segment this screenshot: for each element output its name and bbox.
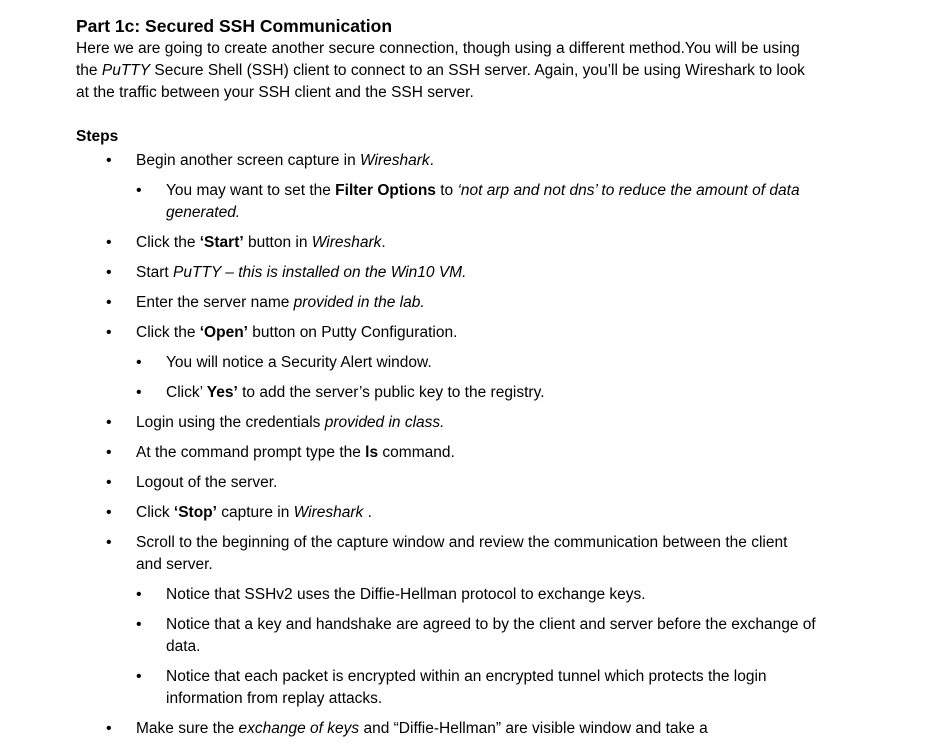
intro-paragraph [76, 38, 816, 104]
step-text [136, 474, 277, 491]
step-item [76, 292, 816, 314]
text-run: PuTTY – this is installed on the Win10 VM. [173, 264, 467, 281]
document-page [76, 14, 816, 748]
text-run: You may want to set the [166, 182, 336, 199]
bullet-icon: • [106, 444, 112, 461]
text-run: ‘Stop’ [173, 504, 217, 521]
sub-step-item [76, 584, 816, 606]
sub-step-item [76, 614, 816, 658]
sub-step-item [76, 352, 816, 374]
step-text [136, 294, 425, 311]
step-text [136, 264, 466, 281]
text-run: Click [136, 504, 174, 521]
text-run: Login using the credentials [136, 414, 325, 431]
text-run: At the command prompt type the [136, 444, 366, 461]
text-run: Notice that SSHv2 uses the Diffie-Hellman protocol to exchange keys. [166, 586, 646, 603]
text-run: Enter the server name [136, 294, 294, 311]
step-text [136, 720, 708, 737]
text-run: Wireshark [293, 504, 364, 521]
text-run: ls [365, 444, 379, 461]
text-run: Start [136, 264, 174, 281]
bullet-icon: • [106, 234, 112, 251]
text-run: to add the server’s public key to the registry. [237, 384, 545, 401]
step-text [166, 182, 800, 221]
bullet-icon: • [136, 616, 142, 633]
text-run: . [381, 234, 386, 251]
text-run: Click the [136, 324, 200, 341]
step-text [136, 504, 372, 521]
bullet-icon: • [106, 720, 112, 737]
text-run: ‘Open’ [199, 324, 248, 341]
step-item [76, 472, 816, 494]
text-run: ‘Start’ [199, 234, 244, 251]
text-run: . [363, 504, 372, 521]
bullet-icon: • [106, 264, 112, 281]
bullet-icon: • [106, 474, 112, 491]
text-run: exchange of keys [238, 720, 360, 737]
step-item [76, 532, 816, 576]
text-run: provided in class. [324, 414, 445, 431]
text-run: Begin another screen capture in [136, 152, 361, 169]
step-text [136, 414, 444, 431]
text-run: to [435, 182, 458, 199]
sub-step-item [76, 666, 816, 710]
bullet-icon: • [106, 414, 112, 431]
step-item [76, 262, 816, 284]
bullet-icon: • [136, 384, 142, 401]
steps-heading: Steps [76, 128, 119, 145]
text-run: Here we are going to create another secure connection, though using a different method.You will be using the [76, 40, 800, 79]
bullet-icon: • [106, 534, 112, 551]
text-run: Filter Options [335, 182, 436, 199]
step-item [76, 442, 816, 464]
text-run: Wireshark [360, 152, 430, 169]
step-item [76, 718, 816, 740]
text-run: You will notice a Security Alert window. [166, 354, 432, 371]
text-run: command. [378, 444, 455, 461]
bullet-icon: • [136, 354, 142, 371]
text-run: Notice that each packet is encrypted within an encrypted tunnel which protects the login information from replay attacks. [166, 668, 767, 707]
text-run: Wireshark [311, 234, 382, 251]
text-run: Scroll to the beginning of the capture window and review the communication between the client and server. [136, 534, 788, 573]
step-text [166, 384, 545, 401]
step-item [76, 322, 816, 344]
text-run: button on Putty Configuration. [247, 324, 458, 341]
text-run: Secure Shell (SSH) client to connect to an SSH server. Again, you’ll be using Wireshark to look at the traffic between your SSH client and the SSH server. [76, 62, 805, 101]
text-run: Click the [136, 234, 200, 251]
step-item [76, 150, 816, 172]
text-run: Yes’ [206, 384, 238, 401]
text-run: and “Diffie-Hellman” are visible window and take a [359, 720, 708, 737]
text-run: button in [243, 234, 312, 251]
text-run: Click’ [166, 384, 207, 401]
text-run: Make sure the [136, 720, 239, 737]
text-run: PuTTY [101, 62, 151, 79]
text-run: . [429, 152, 434, 169]
step-text [166, 616, 816, 655]
step-text [136, 324, 457, 341]
step-text [166, 354, 432, 371]
bullet-icon: • [106, 294, 112, 311]
sub-step-item [76, 180, 816, 224]
text-run: Logout of the server. [136, 474, 278, 491]
step-item [76, 412, 816, 434]
sub-step-item [76, 382, 816, 404]
bullet-icon: • [106, 152, 112, 169]
bullet-icon: • [106, 324, 112, 341]
step-text [136, 234, 386, 251]
bullet-icon: • [136, 182, 142, 199]
text-run: ‘not arp and not dns’ to reduce the amount of data generated. [166, 182, 800, 221]
text-run: provided in the lab. [293, 294, 425, 311]
text-run: Notice that a key and handshake are agreed to by the client and server before the exchange of data. [166, 616, 816, 655]
step-item [76, 232, 816, 254]
bullet-icon: • [136, 586, 142, 603]
step-text [166, 586, 646, 603]
step-text [166, 668, 767, 707]
step-text [136, 444, 455, 461]
step-text [136, 152, 434, 169]
step-text [136, 534, 787, 573]
steps-list [76, 150, 816, 740]
bullet-icon: • [136, 668, 142, 685]
section-heading: Part 1c: Secured SSH Communication [76, 16, 393, 36]
step-item [76, 502, 816, 524]
text-run: capture in [216, 504, 294, 521]
bullet-icon: • [106, 504, 112, 521]
